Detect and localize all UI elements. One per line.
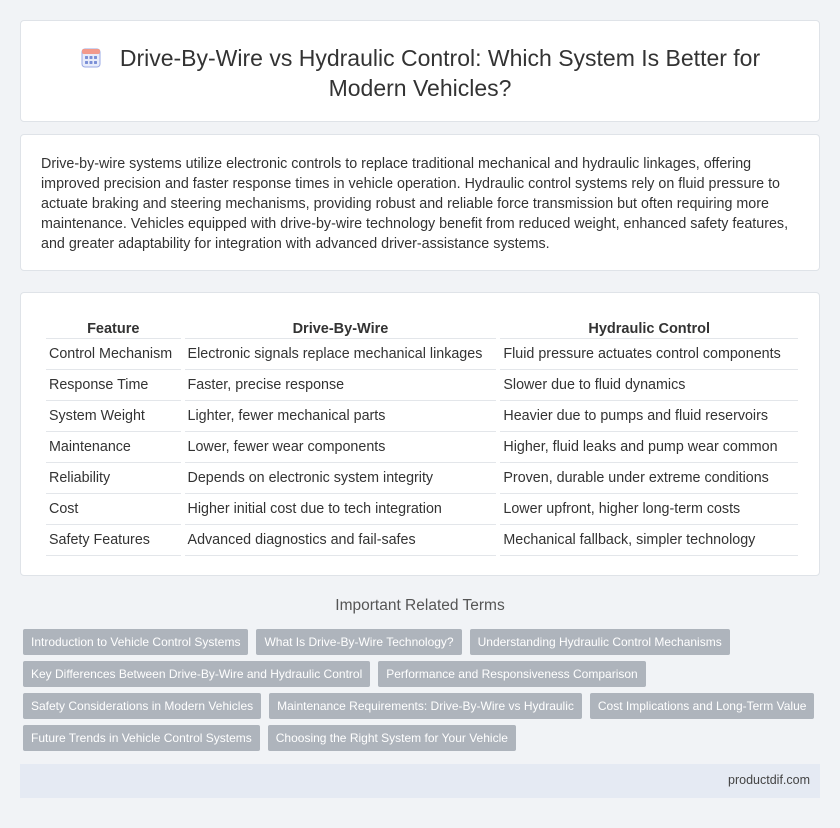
related-term-tag[interactable]: Introduction to Vehicle Control Systems: [23, 629, 248, 655]
footer: [20, 764, 820, 798]
header-drive-by-wire: Drive-By-Wire: [185, 317, 497, 339]
feature-cell: Maintenance: [46, 432, 181, 463]
drive-by-wire-cell: Faster, precise response: [185, 370, 497, 401]
title-line-2: Modern Vehicles?: [328, 75, 512, 101]
calendar-grid-icon: [80, 47, 102, 69]
comparison-card: [20, 292, 820, 576]
hydraulic-cell: Proven, durable under extreme conditions: [500, 463, 798, 494]
table-header-row: [46, 317, 798, 339]
hydraulic-cell: Mechanical fallback, simpler technology: [500, 525, 798, 556]
summary-card: [20, 134, 820, 271]
feature-cell: Response Time: [46, 370, 181, 401]
related-term-tag[interactable]: Maintenance Requirements: Drive-By-Wire vs Hydraulic: [269, 693, 582, 719]
tag-row: [23, 693, 823, 719]
related-term-tag[interactable]: Key Differences Between Drive-By-Wire and Hydraulic Control: [23, 661, 370, 687]
related-term-tag[interactable]: Cost Implications and Long-Term Value: [590, 693, 815, 719]
drive-by-wire-cell: Depends on electronic system integrity: [185, 463, 497, 494]
related-terms-heading: Important Related Terms: [335, 597, 505, 614]
table-row: [46, 525, 798, 556]
hydraulic-cell: Higher, fluid leaks and pump wear common: [500, 432, 798, 463]
tag-row: [23, 629, 823, 655]
feature-cell: Cost: [46, 494, 181, 525]
related-term-tag[interactable]: Performance and Responsiveness Comparison: [378, 661, 645, 687]
feature-cell: Reliability: [46, 463, 181, 494]
drive-by-wire-cell: Higher initial cost due to tech integration: [185, 494, 497, 525]
drive-by-wire-cell: Lower, fewer wear components: [185, 432, 497, 463]
table-row: [46, 339, 798, 370]
related-term-tag[interactable]: Safety Considerations in Modern Vehicles: [23, 693, 261, 719]
tag-row: [23, 661, 823, 687]
drive-by-wire-cell: Lighter, fewer mechanical parts: [185, 401, 497, 432]
table-row: [46, 370, 798, 401]
comparison-table: [42, 317, 802, 556]
related-term-tag[interactable]: Understanding Hydraulic Control Mechanisms: [470, 629, 730, 655]
drive-by-wire-cell: Advanced diagnostics and fail-safes: [185, 525, 497, 556]
summary-paragraph: Drive-by-wire systems utilize electronic controls to replace traditional mechanical and hydraulic linkages, offering improved precision and faster response times in vehicle operation. Hydraulic control systems rely on fluid pressure to actuate braking and steering mechanisms, providing robust and reliable force transmission but often requiring more maintenance. Vehicles equipped with drive-by-wire technology benefit from reduced weight, enhanced safety features, and greater adaptability for integration with advanced driver-assistance systems.: [41, 156, 789, 252]
title-line-1: Drive-By-Wire vs Hydraulic Control: Which System Is Better for: [119, 45, 761, 71]
table-row: [46, 401, 798, 432]
related-terms-list: [23, 629, 823, 757]
hydraulic-cell: Heavier due to pumps and fluid reservoirs: [500, 401, 798, 432]
hydraulic-cell: Lower upfront, higher long-term costs: [500, 494, 798, 525]
tag-row: [23, 725, 823, 751]
related-term-tag[interactable]: Choosing the Right System for Your Vehicle: [268, 725, 516, 751]
feature-cell: Control Mechanism: [46, 339, 181, 370]
header-hydraulic-control: Hydraulic Control: [500, 317, 798, 339]
page-title: [21, 43, 819, 103]
hydraulic-cell: Fluid pressure actuates control components: [500, 339, 798, 370]
table-row: [46, 432, 798, 463]
table-row: [46, 463, 798, 494]
header-feature: Feature: [46, 317, 181, 339]
feature-cell: Safety Features: [46, 525, 181, 556]
related-term-tag[interactable]: Future Trends in Vehicle Control Systems: [23, 725, 260, 751]
hydraulic-cell: Slower due to fluid dynamics: [500, 370, 798, 401]
footer-site-link[interactable]: productdif.com: [728, 773, 810, 787]
related-term-tag[interactable]: What Is Drive-By-Wire Technology?: [256, 629, 461, 655]
drive-by-wire-cell: Electronic signals replace mechanical linkages: [185, 339, 497, 370]
title-card: [20, 20, 820, 122]
table-row: [46, 494, 798, 525]
feature-cell: System Weight: [46, 401, 181, 432]
